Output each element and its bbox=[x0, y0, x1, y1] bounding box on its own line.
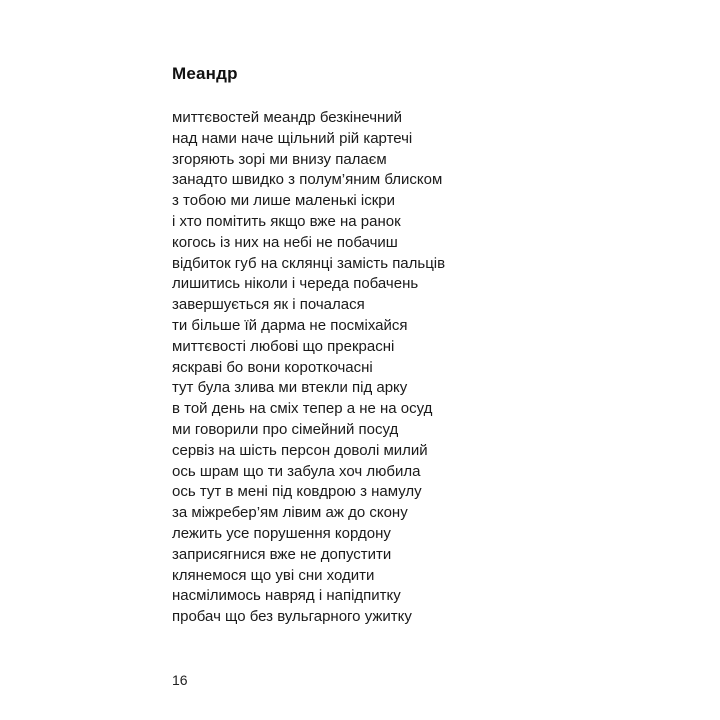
poem-line: миттєвості любові що прекрасні bbox=[172, 337, 395, 355]
poem-line: згоряють зорі ми внизу палаєм bbox=[172, 150, 387, 168]
poem-line: ось тут в мені під ковдрою з намулу bbox=[172, 483, 422, 501]
poem-line: за міжребер’ям лівим аж до скону bbox=[172, 504, 408, 522]
poem-line: лежить усе порушення кордону bbox=[172, 524, 391, 542]
poem-line: в той день на сміх тепер а не на осуд bbox=[172, 400, 433, 418]
poem-line: над нами наче щільний рій картечі bbox=[172, 129, 413, 147]
poem-line: сервіз на шість персон доволі милий bbox=[172, 441, 428, 459]
poem-line: когось із них на небі не побачиш bbox=[172, 233, 398, 251]
poem-line: завершується як і почалася bbox=[172, 296, 365, 314]
poem-line: лишитись ніколи і череда побачень bbox=[172, 275, 419, 293]
poem-line: ось шрам що ти забула хоч любила bbox=[172, 462, 421, 480]
poem-line: яскраві бо вони короткочасні bbox=[172, 358, 373, 376]
poem-line: відбиток губ на склянці замість пальців bbox=[172, 254, 446, 272]
poem-line: занадто швидко з полум’яним блиском bbox=[172, 171, 443, 189]
poem-title: Меандр bbox=[172, 64, 238, 83]
poem-line: тут була злива ми втекли під арку bbox=[172, 379, 408, 397]
poem-line: пробач що без вульгарного ужитку bbox=[172, 608, 412, 626]
poem-line: ми говорили про сімейний посуд bbox=[172, 420, 399, 438]
poem-line: заприсягнися вже не допустити bbox=[172, 545, 392, 563]
poem-line: миттєвостей меандр безкінечний bbox=[172, 109, 403, 126]
poem-line: клянемося що уві сни ходити bbox=[172, 566, 375, 584]
poem-line: ти більше їй дарма не посміхайся bbox=[172, 316, 408, 334]
page-number: 16 bbox=[172, 672, 188, 688]
poem-line: і хто помітить якщо вже на ранок bbox=[172, 212, 401, 230]
poem-line: насмілимось навряд і напідпитку bbox=[172, 587, 401, 605]
poem-body bbox=[172, 108, 445, 628]
poem-line: з тобою ми лише маленькі іскри bbox=[172, 192, 396, 210]
